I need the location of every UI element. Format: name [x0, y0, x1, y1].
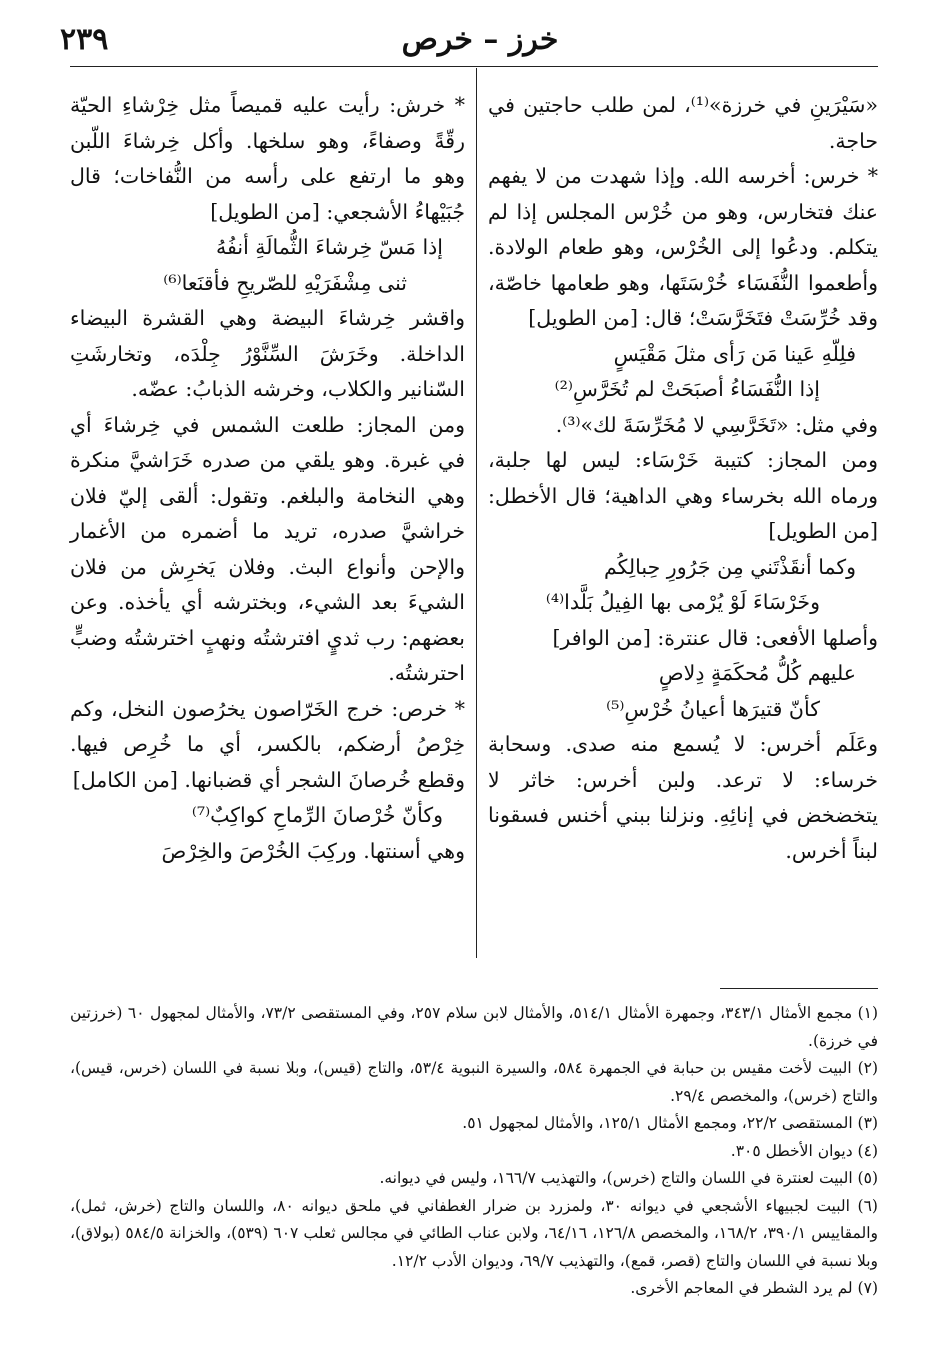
footnote-rule: [720, 988, 878, 989]
verse-line: إذا النُّفَسَاءُ أصبَحَتْ لم تُخَرَّسِ⁽²⁾: [554, 377, 820, 401]
column-divider: [476, 68, 477, 958]
verse-line: عليهم كُلُّ مُحكَمَةٍ دِلاصٍ: [658, 661, 856, 685]
footnote: (٢) البيت لأخت مقيس بن حبابة في الجمهرة ٥٨٤، والسيرة النبوية ٥٣/٤، والتاج (قيس)، وبلا نسبة في اللسان (خرس، قيس)، والتاج (خرس)، والمخصص ٢٩/٤.: [70, 1059, 879, 1105]
footnote: (٤) ديوان الأخطل ٣٠٥.: [730, 1141, 878, 1160]
right-column: [488, 88, 878, 869]
verse-line: وخَرْسَاءَ لَوْ يُرْمى بها الفِيلُ بَلَّدا⁽⁴⁾: [545, 590, 820, 614]
verse-line: وكأنّ خُرْصانَ الرِّماحِ كواكِبٌ⁽⁷⁾: [191, 803, 443, 827]
paragraph: واقشر خِرشاءَ البيضة وهي القشرة البيضاء الداخلة. وخَرَشَ السِّنَّوْرُ جِلْدَه، وتخارشَتِ السّنانير والكلاب، وخرشه الذبابُ: عضّه.: [70, 306, 465, 401]
verse-line: ثنى مِشْفَرَيْهِ للصّريحِ فأقنَعا⁽⁶⁾: [163, 270, 407, 295]
footnote: (٣) المستقصى ٢٢/٢، ومجمع الأمثال ١٢٥/١، والأمثال لمجهول ٥١.: [462, 1114, 878, 1132]
entry-khars-2: * خرص: خرج الخَرّاصون يخرُصون النخل، وكم خِرْصُ أرضكم، بالكسر، أي ما خُرِص فيها. وقطع خُرصانَ الشجر أي قضبانها. [من الكامل]: [70, 696, 465, 792]
paragraph: وأصلها الأفعى: قال عنترة: [من الوافر]: [552, 625, 878, 650]
verse-line: كأنّ قتيرَها أعيانُ خُرْسِ⁽⁵⁾: [606, 696, 820, 721]
paragraph: وفي مثل: «تَخَرَّسِي لا مُخَرِّسَةَ لك»⁽³⁾.: [555, 412, 878, 437]
footnote: (٥) البيت لعنترة في اللسان والتاج (خرس)، والتهذيب ١٦٦/٧، وليس في ديوانه.: [379, 1169, 878, 1187]
header-rule: [70, 66, 878, 67]
verse-line: وكما أنقَذْتَني مِن جَرُورِ حِبالِكُم: [603, 554, 856, 579]
verse-line: فلِلّهِ عَينا مَن رَأى مثلَ مَقْيَسٍ: [613, 341, 856, 366]
left-column: [70, 88, 465, 869]
entry-kharsh: * خرش: رأيت عليه قميصاً مثل خِرْشاءِ الحيّة رقّةً وصفاءً، وهو سلخها. وأكل خِرشاءَ اللّبن وهو ما ارتفع على رأسه من النُّفاخات؛ قال جُبَيْهاءُ الأشجعي: [من الطويل]: [70, 93, 465, 224]
entry-khars: * خرس: أخرسه الله. وإذا شهدت من لا يفهم عنك فتخارس، وهو من خُرْس المجلس إذا لم يتكلم. ودعُوا إلى الخُرْس، وهو طعام الولادة. وأطعموا النُّفَسَاء خُرْسَتَها، وهو طعامها خاصّة، وقد خُرِّسَتْ فتَخَرَّسَتْ؛ قال: [من الطويل]: [488, 164, 878, 330]
paragraph: ومن المجاز: كتيبة خَرْسَاء: ليس لها جلبة، ورماه الله بخرساء وهي الداهية؛ قال الأخطل: [من الطويل]: [488, 448, 878, 543]
running-head: خرز – خرص: [401, 22, 559, 57]
paragraph: ومن المجاز: طلعت الشمس في خِرشاءَ أي في غبرة. وهو يلقي من صدره خَرَاشيَّ منكرة وهي النخامة والبلغم. وتقول: ألقى إليّ فلان خراشيَّ صدره، تريد ما أضمره من الأغمار والإحن وأنواع البث. وفلان يَخرِش من فلان الشيءَ بعد الشيء، وبخترشه أي يأخذه. وعن بعضهم: رب ثديٍ افترشتُه ونهبٍ اخترشتُه وضبٍّ احترشتُه.: [70, 412, 465, 685]
footnote: (٧) لم يرد الشطر في المعاجم الأخرى.: [630, 1279, 878, 1297]
paragraph: «سَيْرَينِ في خرزة»⁽¹⁾، لمن طلب حاجتين في حاجة.: [488, 93, 879, 153]
verse-line: إذا مَسّ خِرشاءَ الثُّمالَةِ أنفُهُ: [216, 235, 443, 259]
footnotes: [70, 1000, 878, 1303]
page-number: ٢٣٩: [60, 22, 109, 57]
footnote: (١) مجمع الأمثال ٣٤٣/١، وجمهرة الأمثال ٥١٤/١، والأمثال لابن سلام ٢٥٧، وفي المستقصى ٧٣/٢، والأمثال لمجهول ٦٠ (خرزتين في خرزة).: [70, 1004, 879, 1050]
paragraph: وعَلَم أخرس: لا يُسمع منه صدى. وسحابة خرساء: لا ترعد. ولبن أخرس: خاثر لا يتخضخض في إنائِهِ. ونزلنا ببني أخنس فسقونا لبناً أخرس.: [488, 732, 878, 863]
paragraph: وهي أسنتها. وركِبَ الخُرْصَ والخِرْصَ: [161, 838, 465, 863]
footnote: (٦) البيت لجبيهاء الأشجعي في ديوانه ٣٠، ولمزرد بن ضرار الغطفاني في ملحق ديوانه ٨٠، واللسان والتاج (خرش، ثمل)، والمقاييس ٣٩٠/١، ١٦٨/٢، والمخصص ١٢٦/٨، ٦٤/١٦، ولابن عناب الطائي في مجالس ثعلب ٦٠٧ (٥٣٩)، والخزانة ٥٨٤/٥ (بولاق)، وبلا نسبة في اللسان والتاج (قصر، قمع)، والتهذيب ٦٩/٧، وديوان الأدب ١٢/٢.: [70, 1196, 879, 1270]
